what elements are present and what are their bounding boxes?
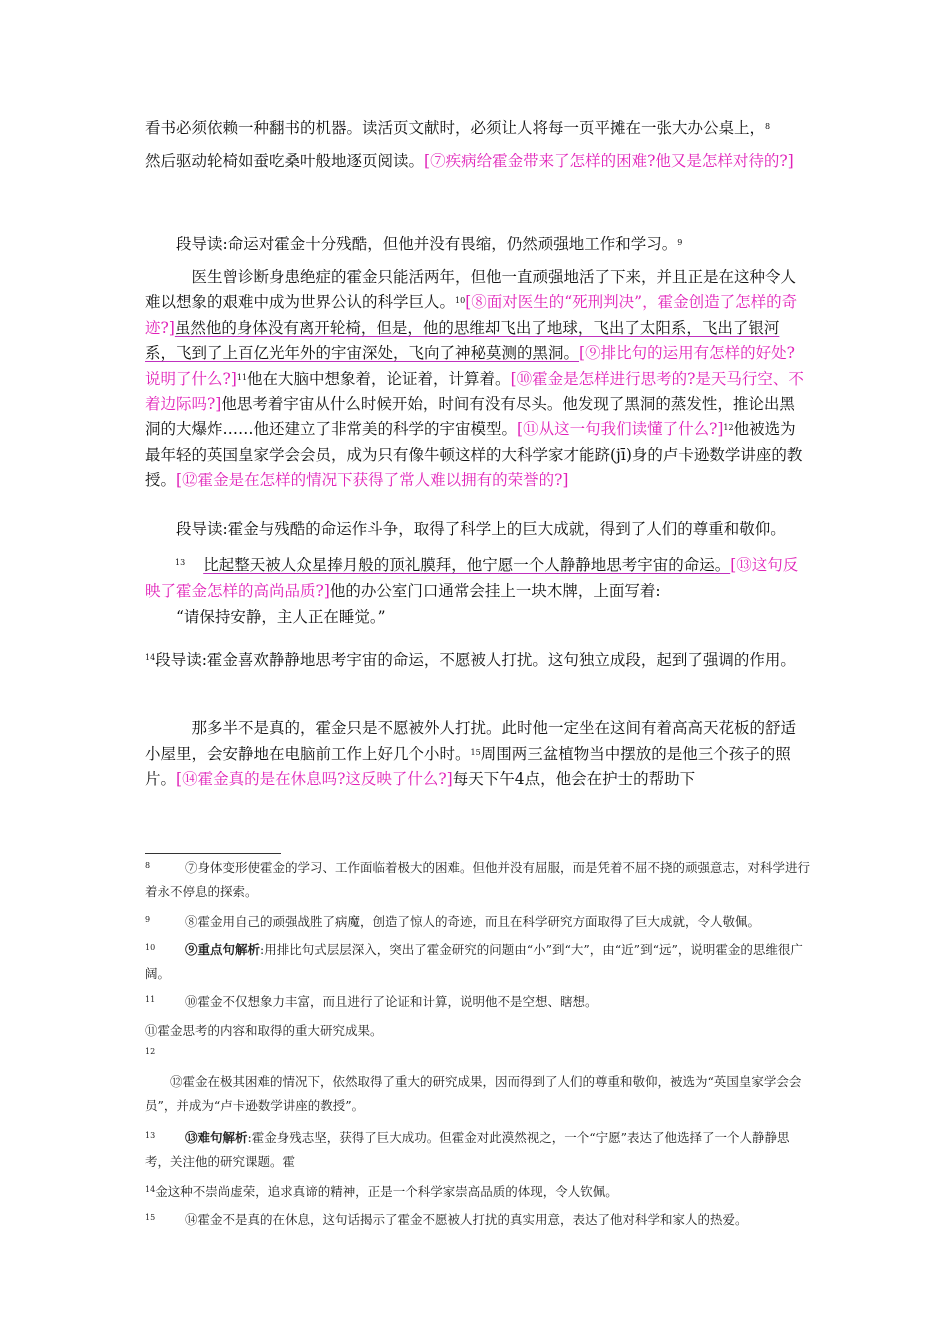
body-text: 每天下午4点，他会在护士的帮助下: [452, 770, 696, 788]
footnote-8: [145, 856, 810, 904]
footnote-ref[interactable]: 12: [723, 423, 734, 433]
footnote-9: [145, 910, 810, 934]
footnote-13: [145, 1126, 810, 1174]
question-annotation: [⑦疾病给霍金带来了怎样的困难?他又是怎样对待的?]: [424, 152, 794, 170]
footnote-12: [145, 1070, 810, 1118]
footnote-text: :霍金身残志坚，获得了巨大成功。但霍金对此漠然视之，一个“宁愿”表达了他选择了一个人静静思考，关注他的研究课题。霍: [145, 1130, 790, 1169]
footnote-label: ⑨重点句解析: [185, 942, 261, 957]
body-text: 然后驱动轮椅如蚕吃桑叶般地逐页阅读。: [145, 152, 425, 170]
paragraph-1: [145, 112, 810, 178]
question-annotation: [⑩霍金是怎样进行思考的?是天马行空、不着边际吗?]: [145, 369, 804, 414]
body-text: 他思考着宇宙从什么时候开始，时间有没有尽头。他发现了黑洞的蒸发性，推论出黑洞的大爆炸……他还建立了非常美的科学的宇宙模型。: [145, 395, 795, 439]
body-text: 那多半不是真的，霍金只是不愿被外人打扰。此时他一定坐在这间有着高高天花板的舒适小屋里，会安静地在电脑前工作上好几个小时。: [145, 719, 797, 763]
footnote-ref[interactable]: 11: [236, 372, 248, 382]
underlined-sentence: 虽然他的身体没有离开轮椅，但是，他的思维却飞出了地球，飞出了太阳系，飞出了银河系，飞到了上百亿光年外的宇宙深处，飞向了神秘莫测的黑洞。: [145, 318, 780, 363]
body-text: 他的办公室门口通常会挂上一块木牌，上面写着:: [329, 582, 661, 600]
footnote-number: 12: [145, 1047, 156, 1056]
footnote-10: [145, 938, 810, 986]
footnote-text: ⑪霍金思考的内容和取得的重大研究成果。: [145, 1023, 383, 1038]
guide-text: 段导读:霍金喜欢静静地思考宇宙的命运，不愿被人打扰。这句独立成段，起到了强调的作用。: [155, 651, 796, 669]
body-text: 他在大脑中想象着，论证着，计算着。: [247, 369, 511, 388]
guide-note-1: [145, 230, 810, 259]
footnote-text: ⑩霍金不仅想象力丰富，而且进行了论证和计算，说明他不是空想、瞎想。: [185, 994, 598, 1009]
footnote-number: 10: [145, 943, 156, 952]
guide-text: 段导读:命运对霍金十分残酷，但他并没有畏缩，仍然顽强地工作和学习。: [176, 235, 678, 253]
paragraph-3: [145, 552, 810, 630]
footnote-ref[interactable]: 9: [677, 238, 683, 247]
guide-text: 段导读:霍金与残酷的命运作斗争，取得了科学上的巨大成就，得到了人们的尊重和敬仰。: [176, 520, 786, 538]
footnote-ref[interactable]: 10: [455, 296, 466, 306]
footnote-ref[interactable]: 14: [145, 653, 156, 662]
footnote-11b: [145, 1019, 810, 1043]
footnote-number: 9: [145, 915, 151, 924]
footnote-text: ⑧霍金用自己的顽强战胜了病魔，创造了惊人的奇迹，而且在科学研究方面取得了巨大成就，令人敬佩。: [185, 914, 761, 929]
footnote-text: 金这种不崇尚虚荣，追求真谛的精神，正是一个科学家崇高品质的体现，令人钦佩。: [155, 1184, 618, 1199]
question-annotation: [⑭霍金真的是在休息吗?这反映了什么?]: [176, 770, 453, 788]
question-annotation: [⑪从这一句我们读懂了什么?]: [517, 420, 724, 439]
footnote-number: 15: [145, 1213, 156, 1222]
footnote-11: [145, 990, 810, 1014]
footnote-ref[interactable]: 13: [175, 558, 186, 567]
footnote-ref[interactable]: 8: [765, 122, 771, 131]
guide-note-3: [145, 639, 810, 681]
footnote-number: 11: [145, 995, 156, 1004]
body-text: 看书必须依赖一种翻书的机器。读活页文献时，必须让人将每一页平摊在一张大办公桌上，: [145, 119, 766, 137]
footnote-label: ⑬难句解析: [185, 1130, 248, 1145]
footnote-12-number: [145, 1042, 810, 1066]
footnote-text: ⑦身体变形使霍金的学习、工作面临着极大的困难。但他并没有屈服，而是凭着不屈不挠的顽强意志，对科学进行着永不停息的探索。: [145, 860, 811, 899]
question-annotation: [⑧面对医生的“死刑判决”，霍金创造了怎样的奇迹?]: [145, 293, 798, 337]
body-text: 他被选为最年轻的英国皇家学会会员，成为只有像牛顿这样的大科学家才能跻(jī)身的卢卡逊数学讲座的教授。: [145, 420, 803, 490]
body-text: 医生曾诊断身患绝症的霍金只能活两年，但他一直顽强地活了下来，并且正是在这种令人难以想象的艰难中成为世界公认的科学巨人。: [145, 268, 797, 312]
footnote-text: ⑭霍金不是真的在休息，这句话揭示了霍金不愿被人打扰的真实用意，表达了他对科学和家人的热爱。: [185, 1212, 748, 1227]
question-annotation: [⑨排比句的运用有怎样的好处?说明了什么?]: [145, 344, 795, 388]
question-annotation: [⑬这句反映了霍金怎样的高尚品质?]: [145, 556, 799, 600]
footnote-number: 8: [145, 861, 151, 870]
footnote-number: 14: [145, 1185, 156, 1194]
body-text: 周围两三盆植物当中摆放的是他三个孩子的照片。: [145, 744, 791, 788]
question-annotation: [⑫霍金是在怎样的情况下获得了常人难以拥有的荣誉的?]: [176, 471, 569, 490]
underlined-sentence: 比起整天被人众星捧月般的顶礼膜拜，他宁愿一个人静静地思考宇宙的命运。: [203, 556, 731, 574]
sign-quote: “请保持安静，主人正在睡觉。”: [176, 608, 386, 626]
footnote-text: :用排比句式层层深入，突出了霍金研究的问题由“小”到“大”，由“近”到“远”，说明霍金的思维很广阔。: [145, 942, 803, 981]
footnote-number: 13: [145, 1131, 156, 1140]
footnote-text: ⑫霍金在极其困难的情况下，依然取得了重大的研究成果，因而得到了人们的尊重和敬仰，被选为“英国皇家学会会员”，并成为“卢卡逊数学讲座的教授”。: [145, 1074, 802, 1113]
footnote-ref[interactable]: 15: [470, 747, 481, 757]
footnote-14: [145, 1180, 810, 1204]
guide-note-2: [145, 515, 810, 544]
paragraph-2: [145, 265, 810, 494]
footnote-15: [145, 1208, 810, 1232]
paragraph-4: [145, 716, 810, 793]
